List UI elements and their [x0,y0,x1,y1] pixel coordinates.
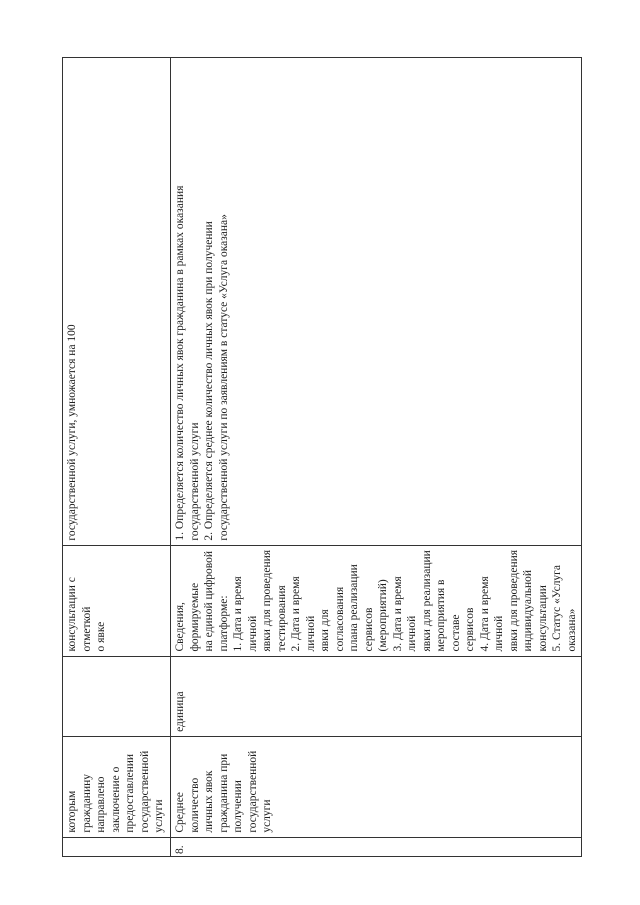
data-source-cell [63,545,171,656]
text-line: явки для проведения [261,549,273,652]
text-line: гражданина при [217,753,230,833]
text-line: индивидуальной [522,569,534,652]
text-line: Сведения, формируемые [174,582,201,652]
text-line: государственной [138,750,151,833]
text-line: 3. Дата и время личной [391,573,418,652]
text-line: получении [232,780,244,833]
text-line: 1. Определяется количество личных явок гражданина в рамках оказания [174,185,186,541]
text-line: государственной услуги, умножается на 100 [66,324,78,541]
text-line: на единой цифровой [203,550,215,652]
text-line: услуги [261,799,273,833]
text-line: заключение о [109,766,122,833]
unit-cell: единица [171,656,582,736]
text-line: предоставлении [124,753,136,833]
calculation-method-cell [63,58,171,546]
text-line: 2. Дата и время личной [290,573,317,652]
text-line: количество [188,777,201,833]
text-line: государственной [246,750,259,833]
text-line: оказана» [565,608,578,652]
text-line: сервисов (мероприятий) [362,579,389,652]
indicator-name-cell [171,736,582,837]
text-line: Среднее [174,792,186,833]
text-line: 5. Статус «Услуга [551,564,563,652]
text-line: тестирования [275,585,288,652]
text-line: услуги [153,799,165,833]
text-line: мероприятия в составе [435,576,462,652]
row-number-cell: 8. [171,837,582,856]
text-line: платформе: [217,595,230,652]
table-row-8 [171,58,582,857]
text-line: 2. Определяется среднее количество личных явок при получении [203,221,215,541]
text-line: о явке [95,621,107,652]
indicators-table [62,57,582,857]
text-line: государственной услуги по заявлениям в статусе «Услуга оказана» [217,214,230,541]
unit-cell [63,656,171,736]
text-line: консультации [536,585,549,652]
text-line: плана реализации [348,564,360,652]
text-line: явки для согласования [319,586,346,652]
text-line: которым [66,790,78,833]
text-line: 4. Дата и время личной [478,573,505,652]
text-line: государственной услуги [188,422,201,541]
row-number-cell [63,837,171,856]
calculation-method-cell [171,58,582,546]
table-row-previous [63,58,171,857]
text-line: консультации с отметкой [66,574,93,652]
text-line: гражданину [80,773,93,833]
text-line: явки для реализации [420,550,433,652]
text-line: явки для проведения [507,549,520,652]
text-line: 1. Дата и время личной [232,573,259,652]
data-source-cell [171,545,582,656]
indicator-name-cell [63,736,171,837]
rotated-table-container [62,57,578,857]
text-line: сервисов [464,607,476,652]
text-line: направлено [95,776,107,833]
text-line: личных явок [203,770,215,833]
